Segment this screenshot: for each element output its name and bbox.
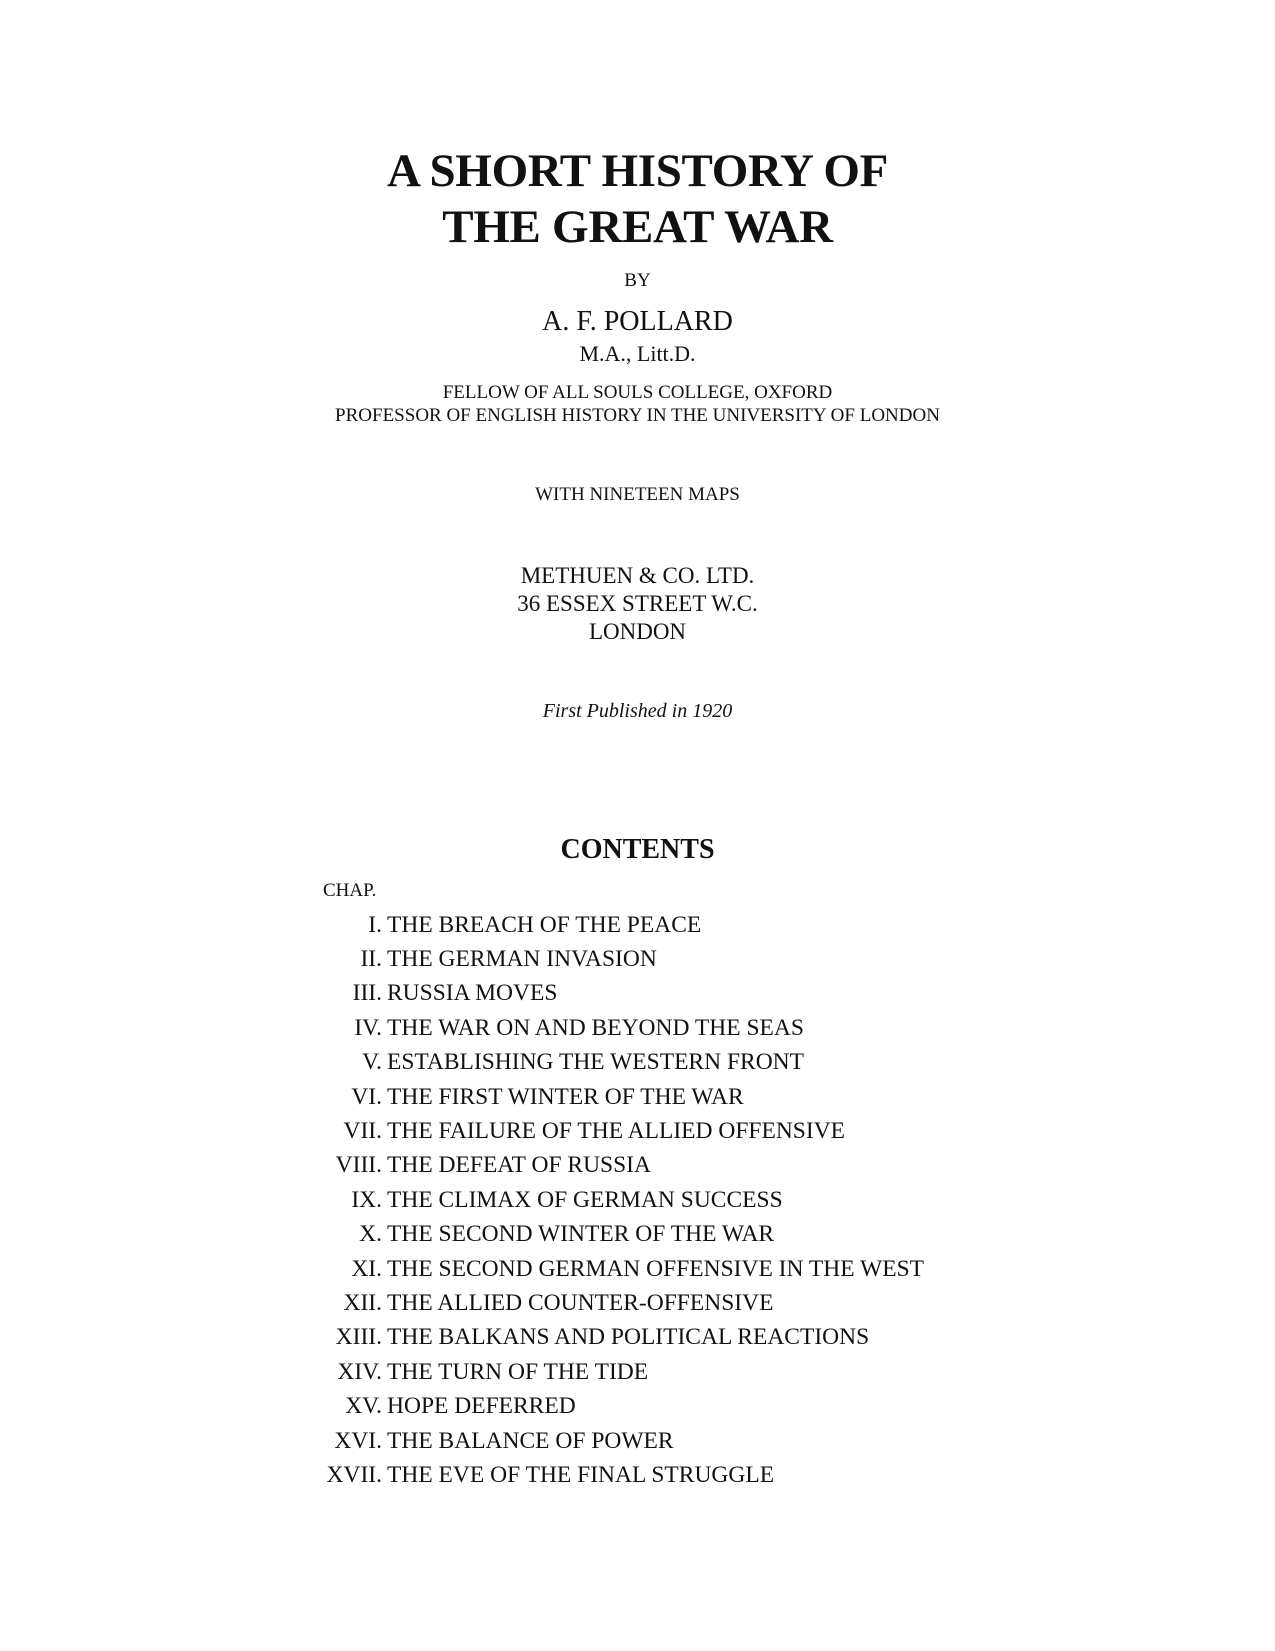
toc-entry[interactable]	[300, 1218, 1080, 1252]
chapter-title: THE BALKANS AND POLITICAL REACTIONS	[387, 1324, 870, 1351]
chapter-number: XIV.	[337, 1358, 382, 1385]
toc-entry[interactable]	[300, 1286, 1080, 1320]
chapter-number: XVI.	[334, 1427, 382, 1454]
chapter-title: THE ALLIED COUNTER-OFFENSIVE	[387, 1289, 774, 1316]
chapter-title: THE FIRST WINTER OF THE WAR	[387, 1083, 744, 1110]
publisher-street: 36 ESSEX STREET W.C.	[517, 591, 758, 616]
author-degrees: M.A., Litt.D.	[579, 341, 696, 366]
toc-entry[interactable]	[300, 1458, 1080, 1492]
book-title	[0, 143, 1275, 255]
book-title-line-2: THE GREAT WAR	[442, 201, 833, 253]
chapter-number: XVII.	[326, 1461, 382, 1488]
chapter-title: THE SECOND GERMAN OFFENSIVE IN THE WEST	[387, 1255, 925, 1282]
toc-entry[interactable]	[300, 1321, 1080, 1355]
toc-entry[interactable]	[300, 908, 1080, 942]
chapter-number: I.	[368, 911, 382, 938]
chapter-title: HOPE DEFERRED	[387, 1393, 576, 1420]
chapter-title: THE WAR ON AND BEYOND THE SEAS	[387, 1014, 804, 1041]
chapter-number: IV.	[354, 1014, 382, 1041]
table-of-contents	[300, 908, 1080, 1493]
chapter-title: THE EVE OF THE FINAL STRUGGLE	[387, 1461, 775, 1488]
chapter-number: XIII.	[335, 1324, 382, 1351]
chapter-number: XV.	[345, 1393, 382, 1420]
book-title-line-1: A SHORT HISTORY OF	[386, 145, 889, 197]
chapter-number: III.	[352, 980, 382, 1007]
toc-entry[interactable]	[300, 1011, 1080, 1045]
affiliation-line: FELLOW OF ALL SOULS COLLEGE, OXFORD	[442, 382, 833, 403]
chapter-title: THE GERMAN INVASION	[387, 946, 657, 973]
chapter-title: THE FAILURE OF THE ALLIED OFFENSIVE	[387, 1118, 846, 1145]
toc-entry[interactable]	[300, 1080, 1080, 1114]
chapter-number: XII.	[343, 1289, 382, 1316]
chapter-title: RUSSIA MOVES	[387, 980, 558, 1007]
toc-entry[interactable]	[300, 977, 1080, 1011]
toc-entry[interactable]	[300, 1149, 1080, 1183]
toc-entry[interactable]	[300, 1389, 1080, 1423]
chapter-number: II.	[360, 946, 382, 973]
toc-entry[interactable]	[300, 942, 1080, 976]
maps-note: WITH NINETEEN MAPS	[535, 484, 740, 505]
toc-entry[interactable]	[300, 1424, 1080, 1458]
chapter-title: THE DEFEAT OF RUSSIA	[387, 1152, 651, 1179]
chapter-title: THE SECOND WINTER OF THE WAR	[387, 1221, 775, 1248]
chapter-number: VIII.	[335, 1152, 382, 1179]
chapter-number: VI.	[351, 1083, 382, 1110]
chapter-title: THE BREACH OF THE PEACE	[387, 911, 702, 938]
chapter-title: THE CLIMAX OF GERMAN SUCCESS	[387, 1186, 783, 1213]
first-published-note: First Published in 1920	[542, 700, 733, 722]
chapter-title: ESTABLISHING THE WESTERN FRONT	[387, 1049, 804, 1076]
toc-entry[interactable]	[300, 1046, 1080, 1080]
chapter-title: THE BALANCE OF POWER	[387, 1427, 674, 1454]
affiliation-line: PROFESSOR OF ENGLISH HISTORY IN THE UNIVERSITY OF LONDON	[335, 405, 940, 426]
publisher-name: METHUEN & CO. LTD.	[520, 563, 755, 588]
toc-entry[interactable]	[300, 1114, 1080, 1148]
chapter-number: X.	[359, 1221, 382, 1248]
chapter-number: IX.	[351, 1186, 382, 1213]
toc-entry[interactable]	[300, 1355, 1080, 1389]
author-affiliations	[0, 381, 1275, 427]
chapter-number: VII.	[343, 1118, 382, 1145]
author-name: A. F. POLLARD	[542, 306, 733, 337]
by-label: BY	[624, 270, 651, 291]
toc-entry[interactable]	[300, 1252, 1080, 1286]
chapter-number: V.	[362, 1049, 382, 1076]
contents-heading: CONTENTS	[560, 834, 715, 865]
chapter-title: THE TURN OF THE TIDE	[387, 1358, 649, 1385]
chap-column-label: CHAP.	[323, 880, 377, 901]
toc-entry[interactable]	[300, 1183, 1080, 1217]
publisher-block	[0, 562, 1275, 646]
chapter-number: XI.	[351, 1255, 382, 1282]
publisher-city: LONDON	[588, 619, 687, 644]
